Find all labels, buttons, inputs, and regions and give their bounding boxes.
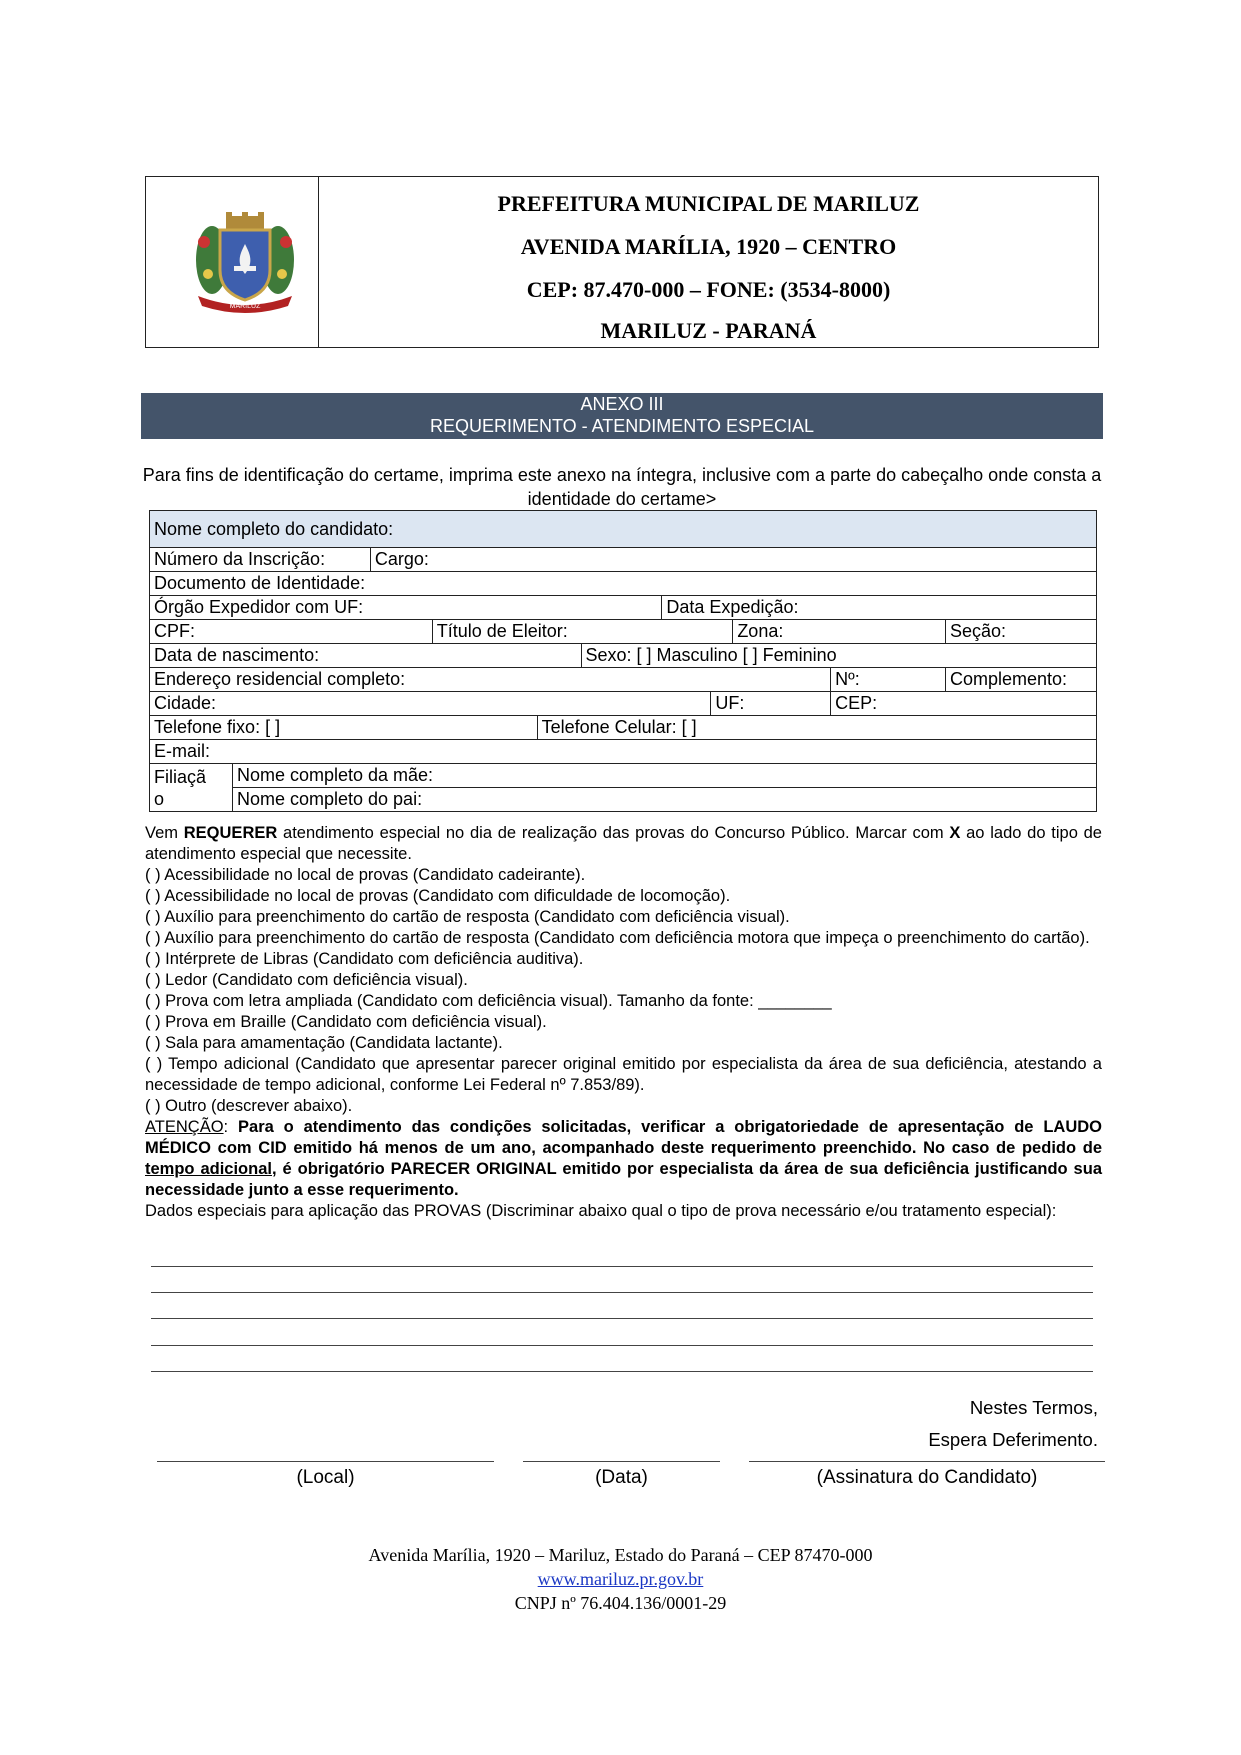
field-endereco[interactable]: Endereço residencial completo: xyxy=(150,668,831,692)
field-sexo[interactable]: Sexo: [ ] Masculino [ ] Feminino xyxy=(581,644,1096,668)
annex-title: ANEXO III xyxy=(580,394,664,414)
header-line-3: CEP: 87.470-000 – FONE: (3534-8000) xyxy=(526,277,891,302)
date-label: (Data) xyxy=(595,1467,648,1488)
write-line[interactable] xyxy=(151,1371,1093,1372)
field-titulo[interactable]: Título de Eleitor: xyxy=(432,620,733,644)
local-label: (Local) xyxy=(296,1467,355,1488)
local-signature-line[interactable] xyxy=(157,1461,494,1462)
request-bold: REQUERER xyxy=(183,824,278,842)
request-suffix: ao lado do tipo de atendimento especial que necessite. xyxy=(145,824,1102,863)
field-cep[interactable]: CEP: xyxy=(831,692,1097,716)
signature-label: (Assinatura do Candidato) xyxy=(816,1467,1038,1488)
field-orgao[interactable]: Órgão Expedidor com UF: xyxy=(150,596,662,620)
option-checkbox[interactable]: ( ) Prova com letra ampliada (Candidato com deficiência visual). Tamanho da fonte: ________ xyxy=(145,992,832,1010)
write-line[interactable] xyxy=(151,1345,1093,1346)
field-cpf[interactable]: CPF: xyxy=(150,620,433,644)
candidate-signature-line[interactable] xyxy=(749,1461,1105,1462)
option-checkbox[interactable]: ( ) Ledor (Candidato com deficiência visual). xyxy=(145,971,468,989)
filiacao-label-a: Filiaçã xyxy=(154,766,207,787)
intro-text: Para fins de identificação do certame, imprima este anexo na íntegra, inclusive com a parte do cabeçalho onde consta a identidade do certame> xyxy=(142,465,1102,509)
footer-website-link[interactable]: www.mariluz.pr.gov.br xyxy=(537,1569,704,1589)
attention-label: ATENÇÃO xyxy=(145,1118,224,1136)
field-nome[interactable]: Nome completo do candidato: xyxy=(150,511,1097,548)
option-checkbox[interactable]: ( ) Acessibilidade no local de provas (Candidato com dificuldade de locomoção). xyxy=(145,887,731,905)
write-line[interactable] xyxy=(151,1266,1093,1267)
field-secao[interactable]: Seção: xyxy=(945,620,1096,644)
attention-underlined: tempo adicional xyxy=(145,1160,272,1178)
request-prefix: Vem xyxy=(145,824,184,842)
field-cidade[interactable]: Cidade: xyxy=(150,692,711,716)
option-checkbox[interactable]: ( ) Intérprete de Libras (Candidato com deficiência auditiva). xyxy=(145,950,584,968)
dados-especiais: Dados especiais para aplicação das PROVAS (Discriminar abaixo qual o tipo de prova necessário e/ou tratamento especial): xyxy=(145,1202,1057,1220)
option-checkbox[interactable]: ( ) Auxílio para preenchimento do cartão de resposta (Candidato com deficiência motora que impeça o preenchimento do cartão). xyxy=(145,929,1090,947)
filiacao-label xyxy=(150,764,233,812)
header-box xyxy=(145,176,1099,348)
option-checkbox[interactable]: ( ) Outro (descrever abaixo). xyxy=(145,1097,353,1115)
field-cargo[interactable]: Cargo: xyxy=(370,548,1096,572)
attention-text-1: Para o atendimento das condições solicitadas, verificar a obrigatoriedade de apresentação de LAUDO MÉDICO com CID emitido há menos de um ano, acompanhado deste requerimento preenchido. No caso de pedido de xyxy=(145,1118,1103,1157)
option-checkbox[interactable]: ( ) Prova em Braille (Candidato com deficiência visual). xyxy=(145,1013,547,1031)
field-telefone-celular[interactable]: Telefone Celular: [ ] xyxy=(537,716,1096,740)
header-line-2: AVENIDA MARÍLIA, 1920 – CENTRO xyxy=(520,234,897,259)
field-mae[interactable]: Nome completo da mãe: xyxy=(232,764,1096,788)
field-zona[interactable]: Zona: xyxy=(733,620,946,644)
closing-line-2: Espera Deferimento. xyxy=(928,1429,1098,1450)
option-checkbox[interactable]: ( ) Acessibilidade no local de provas (Candidato cadeirante). xyxy=(145,866,586,884)
option-checkbox[interactable]: ( ) Sala para amamentação (Candidata lactante). xyxy=(145,1034,503,1052)
header-line-1: PREFEITURA MUNICIPAL DE MARILUZ xyxy=(497,191,920,216)
candidate-form xyxy=(149,510,1097,812)
option-checkbox[interactable]: ( ) Auxílio para preenchimento do cartão de resposta (Candidato com deficiência visual). xyxy=(145,908,790,926)
field-uf[interactable]: UF: xyxy=(711,692,831,716)
field-nascimento[interactable]: Data de nascimento: xyxy=(150,644,582,668)
attention-colon: : xyxy=(223,1118,239,1136)
svg-text:MARILUZ: MARILUZ xyxy=(229,303,261,310)
footer xyxy=(0,1543,1241,1615)
attention-paragraph xyxy=(145,1117,1102,1201)
field-inscricao[interactable]: Número da Inscrição: xyxy=(150,548,371,572)
request-body xyxy=(145,823,1102,1222)
field-pai[interactable]: Nome completo do pai: xyxy=(232,788,1096,812)
filiacao-label-b: o xyxy=(154,788,165,809)
request-mark-x: X xyxy=(949,824,961,842)
date-signature-line[interactable] xyxy=(523,1461,720,1462)
footer-address: Avenida Marília, 1920 – Mariluz, Estado do Paraná – CEP 87470-000 xyxy=(368,1545,873,1565)
option-checkbox[interactable]: ( ) Tempo adicional (Candidato que apresentar parecer original emitido por especialista da área de sua deficiência, atestando a necessidade de tempo adicional, conforme Lei Federal nº 7.853/89). xyxy=(145,1055,1102,1094)
field-telefone-fixo[interactable]: Telefone fixo: [ ] xyxy=(150,716,538,740)
field-data-expedicao[interactable]: Data Expedição: xyxy=(662,596,1097,620)
footer-cnpj: CNPJ nº 76.404.136/0001-29 xyxy=(514,1593,727,1613)
attention-text-2: , é obrigatório PARECER ORIGINAL emitido por especialista da área de sua deficiência justificando sua necessidade junto a esse requerimento. xyxy=(145,1160,1102,1199)
request-paragraph xyxy=(145,823,1102,865)
write-line[interactable] xyxy=(151,1292,1093,1293)
field-documento[interactable]: Documento de Identidade: xyxy=(150,572,1097,596)
coat-of-arms-logo xyxy=(190,212,300,314)
field-complemento[interactable]: Complemento: xyxy=(945,668,1096,692)
title-band xyxy=(141,393,1103,439)
request-middle: atendimento especial no dia de realização das provas do Concurso Público. Marcar com xyxy=(277,824,950,842)
write-line[interactable] xyxy=(151,1318,1093,1319)
closing-block xyxy=(800,1392,1098,1456)
header-line-4: MARILUZ - PARANÁ xyxy=(600,318,817,343)
field-email[interactable]: E-mail: xyxy=(150,740,1097,764)
closing-line-1: Nestes Termos, xyxy=(969,1397,1098,1418)
annex-subtitle: REQUERIMENTO - ATENDIMENTO ESPECIAL xyxy=(429,416,815,436)
field-numero[interactable]: Nº: xyxy=(831,668,946,692)
